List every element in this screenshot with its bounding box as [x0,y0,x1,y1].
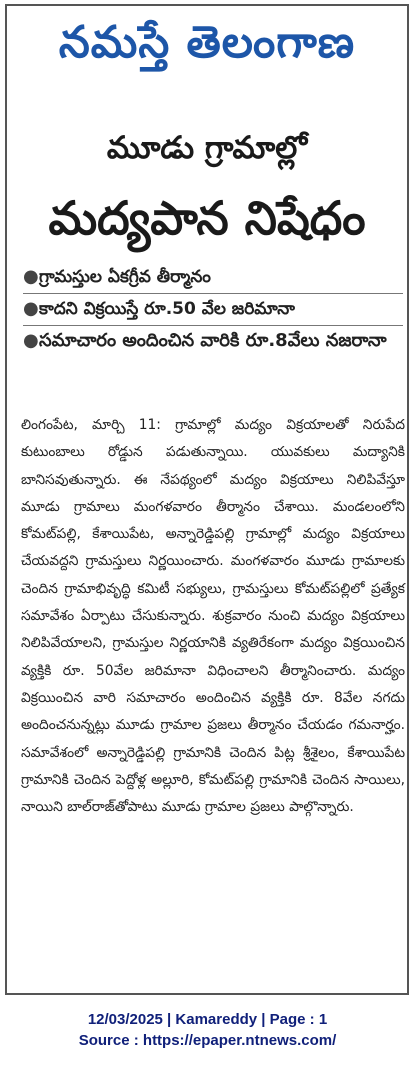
highlights-list [23,262,403,357]
highlight-item [23,262,403,294]
bullet-icon: ● [23,330,39,351]
sub-headline: మూడు గ్రామాల్లో [106,130,308,166]
article-body [21,412,405,821]
highlight-item [23,326,403,357]
clipping-frame [5,4,409,995]
highlight-text: కాదని విక్రయిస్తే రూ.50 వేల జరిమానా [39,299,295,319]
masthead-title: నమస్తే తెలంగాణ [58,17,356,68]
highlight-item [23,294,403,326]
headline: మద్యపాన నిషేధం [48,191,366,245]
bullet-icon: ● [23,266,39,287]
footer-source-link[interactable]: Source : https://epaper.ntnews.com/ [78,1032,337,1049]
highlight-text: సమాచారం అందించిన వారికి రూ.8వేలు నజరానా [39,330,387,351]
footer-date-edition: 12/03/2025 | Kamareddy | Page : 1 [87,1011,328,1028]
bullet-icon: ● [23,298,39,319]
article-body-text: లింగంపేట, మార్చి 11: గ్రామాల్లో మద్యం విక్రయాలతో నిరుపేద కుటుంబాలు రోడ్డున పడుతున్నాయి. యువకులు మద్యానికి బానిసవుతున్నారు. ఈ నేపథ్యంలో మద్యం విక్రయాలు నిలిపివేస్తూ మూడు గ్రామాలు మంగళవారం తీర్మానం చేశాయి. మండలంలోని కోమట్‌పల్లి, కేశాయిపేట, అన్నారెడ్డిపల్లి గ్రామాల్లో మద్యం విక్రయాలు చేయవద్దని గ్రామస్తులు నిర్ణయించారు. మంగళవారం మూడు గ్రామాలకు చెందిన గ్రామాభివృద్ధి కమిటీ సభ్యులు, గ్రామస్తులు కోమట్‌పల్లిలో ప్రత్యేక సమావేశం ఏర్పాటు చేసుకున్నారు. శుక్రవారం నుంచి మద్యం విక్రయాలు నిలిపివేయాలని, గ్రామస్తుల నిర్ణయానికి వ్యతిరేకంగా మద్యం విక్రయించిన వ్యక్తికి రూ. 50వేల జరిమానా విధించాలని తీర్మానించారు. మద్యం విక్రయించిన వారి సమాచారం అందించిన వ్యక్తికి రూ. 8వేల నగదు అందించనున్నట్లు మూడు గ్రామాల ప్రజలు తీర్మానం చేయడం గమనార్హం. సమావేశంలో అన్నారెడ్డిపల్లి గ్రామానికి చెందిన పిట్ల శ్రీశైలం, కేశాయిపేట గ్రామానికి చెందిన పెద్దోళ్ల అల్లూరి, కోమట్‌పల్లి గ్రామానికి చెందిన సాయిలు, నాయిని బాల్‌రాజ్‌తోపాటు మూడు గ్రామాల ప్రజలు పాల్గొన్నారు. [21,417,405,816]
highlight-text: గ్రామస్తుల ఏకగ్రీవ తీర్మానం [39,267,211,287]
